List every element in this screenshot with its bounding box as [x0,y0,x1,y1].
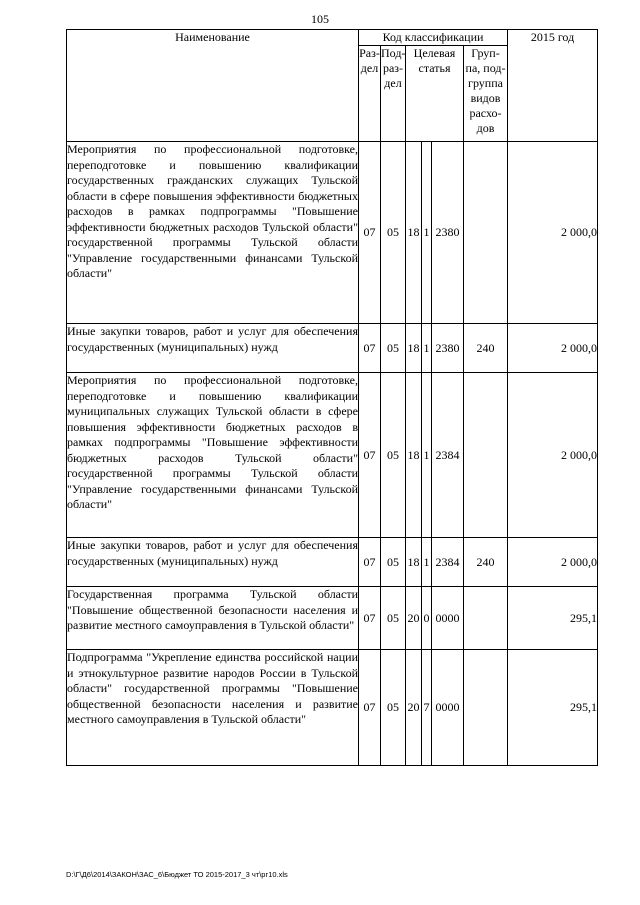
row-podrazdel: 05 [381,373,406,538]
page-number: 105 [311,12,329,26]
row-cs1: 20 [406,650,422,766]
row-cs1: 18 [406,373,422,538]
row-cs3: 2384 [432,373,464,538]
row-razdel: 07 [359,142,381,324]
table-row [67,587,598,650]
row-name: Мероприятия по профессиональной подготовке, переподготовке и повышению квалификации государственных гражданских служащих Тульской области в сфере повышения эффективности бюджетных расходов в рамках подпрограммы "Повышение эффективности бюджетных расходов Тульской области" государственной программы Тульской области "Управление государственными финансами Тульской области" [67,142,359,324]
table-row [67,538,598,587]
row-razdel: 07 [359,373,381,538]
row-cs1: 18 [406,538,422,587]
row-cs3: 2380 [432,142,464,324]
header-podrazdel: Под- раз- дел [381,46,406,142]
row-vr [464,650,508,766]
row-cs2: 1 [422,538,432,587]
header-classification-code: Код классификации [359,30,508,46]
row-amount: 2 000,0 [508,142,598,324]
table-row [67,373,598,538]
row-podrazdel: 05 [381,324,406,373]
row-cs2: 0 [422,587,432,650]
row-podrazdel: 05 [381,142,406,324]
row-cs1: 18 [406,142,422,324]
table-row [67,142,598,324]
row-razdel: 07 [359,587,381,650]
row-razdel: 07 [359,324,381,373]
header-expense-group: Груп- па, под- группа видов расхо- дов [464,46,508,142]
row-cs2: 1 [422,324,432,373]
row-name: Иные закупки товаров, работ и услуг для обеспечения государственных (муниципальных) нужд [67,538,359,587]
file-path-footer: D:\Г\Д6\2014\ЗАКОН\ЗАС_6\Бюджет ТО 2015-2017_3 чт\рг10.xls [66,870,288,879]
row-name: Подпрограмма "Укрепление единства российской нации и этнокультурное развитие народов России в Тульской области" государственной программы "Повышение общественной безопасности населения и развитие местного самоуправления в Тульской области" [67,650,359,766]
row-amount: 2 000,0 [508,373,598,538]
header-target-article: Целевая статья [406,46,464,142]
row-cs3: 2384 [432,538,464,587]
row-cs3: 0000 [432,650,464,766]
row-razdel: 07 [359,538,381,587]
row-vr [464,373,508,538]
row-podrazdel: 05 [381,650,406,766]
row-cs2: 7 [422,650,432,766]
table-row [67,324,598,373]
row-cs3: 0000 [432,587,464,650]
row-amount: 295,1 [508,650,598,766]
row-name: Государственная программа Тульской области "Повышение общественной безопасности населения и развитие местного самоуправления в Тульской области" [67,587,359,650]
row-amount: 2 000,0 [508,324,598,373]
header-year: 2015 год [508,30,598,142]
row-cs3: 2380 [432,324,464,373]
row-vr: 240 [464,324,508,373]
row-vr [464,587,508,650]
row-cs2: 1 [422,373,432,538]
budget-table [66,29,598,766]
row-podrazdel: 05 [381,538,406,587]
row-cs1: 20 [406,587,422,650]
row-name: Мероприятия по профессиональной подготовке, переподготовке и повышению квалификации муниципальных служащих Тульской области в сфере повышения эффективности бюджетных расходов в рамках подпрограммы "Повышение эффективности бюджетных расходов Тульской области" государственной программы Тульской области "Управление государственными финансами Тульской области" [67,373,359,538]
row-cs1: 18 [406,324,422,373]
header-razdel: Раз- дел [359,46,381,142]
row-cs2: 1 [422,142,432,324]
row-podrazdel: 05 [381,587,406,650]
row-vr: 240 [464,538,508,587]
row-razdel: 07 [359,650,381,766]
row-name: Иные закупки товаров, работ и услуг для обеспечения государственных (муниципальных) нужд [67,324,359,373]
header-name: Наименование [67,30,359,142]
row-vr [464,142,508,324]
row-amount: 295,1 [508,587,598,650]
row-amount: 2 000,0 [508,538,598,587]
table-row [67,650,598,766]
